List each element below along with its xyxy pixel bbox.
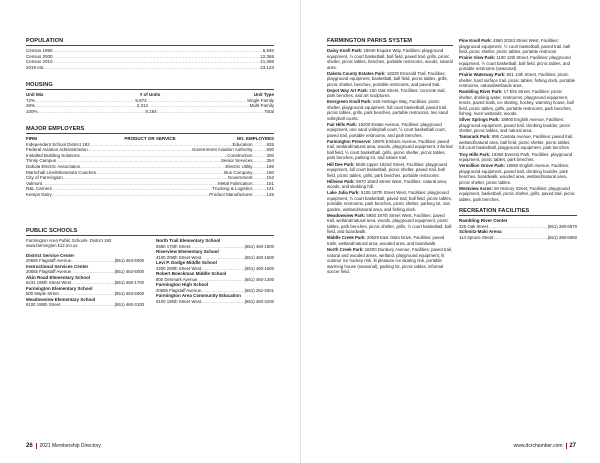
divider [26,89,274,90]
school-name: North Trail Elementary School [156,238,221,243]
park-description: 821 13th Street, Facilities: picnic shelter, hard surface trail, picnic tables, fishing dock, portable restrooms, natural/wetlands area. [459,72,576,89]
park-name: North Creek Park: [327,247,364,253]
school-name: District Service Center [26,252,75,258]
housing-mix: 28% [26,103,36,109]
schools-columns [26,238,274,308]
population-section [26,38,274,70]
leader-dots [201,299,245,304]
park-name: Hillview Park: [327,178,355,184]
employer-product: Electric Utility [225,163,253,169]
employer-count: 300 [266,152,274,158]
park-description: 626 Heritage Way, Facilities: picnic shelter, playground equipment, full court basketball, paved trail, picnic tables, grills, park benches, portable restrooms, two sand volleyball courts. [327,99,448,121]
park-entry [459,55,577,72]
park-entry [459,89,577,117]
population-label: Census 2010 [26,59,53,65]
employer-product: Bus Company [224,169,253,175]
recreation-entry [459,229,577,240]
divider [459,215,577,216]
employer-firm: Kemps Dairy [26,191,52,197]
park-name: Lake Julia Park: [327,190,360,196]
employers-header-product: PRODUCT OR SERVICE [124,136,176,141]
park-description: 18200 Dunbury Avenue, Facilities: paved trail, natural and wooded areas, wetland, playground equipment, lit outdoor ice hockey rink, lit pleasure ice skating rink, portable warming house (seasonal), parking lot, picnic tables, informal soccer field. [327,247,453,275]
employer-count: 151 [266,180,274,186]
park-entry [459,117,577,134]
park-description: 5105 187th Street West, Facilities: playground equipment, ½ court basketball, paved trail, ball field, picnic tables, portable restrooms, park benches, picnic shelter, parking lot, rain garden, wetland/natural area, and fishing dock. [327,190,452,212]
school-phone: (651) 460-1500 [244,265,274,271]
parks-list-1 [327,48,453,275]
leader-dots [52,192,209,198]
park-name: Middle Creek Park: [327,235,366,241]
school-entry [156,282,274,293]
park-description: 895 Cantata Avenue, Facilities: paved trail, wetland/natural area, ball field, picnic shelter, picnic tables, full court basketball, playground equipment, park benches. [459,134,574,151]
park-name: Prairie View Park: [459,55,496,61]
park-entry [459,72,577,89]
recreation-name: Schmitz-Maki Arena [459,229,502,235]
school-entry [26,264,144,275]
park-name: Daisy Knoll Park: [327,48,363,53]
employer-product: Government [227,175,253,181]
park-description: 20629 East Oaks Drive, Facilities: paved trails, wetland/natural area, wooded area, and boardwalk. [327,235,445,246]
park-description: 19975 Embers Avenue, Facilities: paved trail, wetland/natural area, woods, playground equipment, informal ball field, ½ court basketball, grills, picnic shelter, picnic tables, park benches, parking lot, and nature trail. [327,138,453,161]
school-entry [156,271,274,282]
park-entry [327,190,453,212]
recreation-name: Rambling River Center [459,218,508,224]
population-label: Census 1990 [26,48,53,53]
park-entry [459,152,577,163]
divider [327,45,453,46]
employers-header-count: NO. EMPLOYEES [236,136,275,141]
housing-row [26,109,274,115]
park-description: 18220 Emerald Trail, Facilities: playground equipment, basketball, ball field, picnic tables, grills, picnic shelter, benches, portable restrooms, and paved trail. [327,70,448,87]
school-phone: (651) 460-1800 [244,243,274,249]
population-label: Census 2000 [26,53,53,59]
recreation-address: 325 Oak Street [459,223,488,229]
employer-firm: Valmont [26,180,43,186]
school-address: 20655 Flagstaff Avenue [156,287,201,293]
parks-list-2 [459,38,577,202]
park-entry [327,122,453,139]
leader-dots [60,302,114,307]
employer-firm: Installed Building Solutions [26,152,80,158]
park-name: Fair Hills Park: [327,121,358,127]
employer-firm: Independent School District 192 [26,141,90,147]
parks-title: FARMINGTON PARKS SYSTEM [327,38,413,44]
employer-firm: Trinity Campus [26,158,57,164]
employer-count: 190 [266,169,274,175]
park-name: Tamarack Park: [459,134,491,140]
leader-dots [38,109,146,115]
divider [26,235,274,236]
school-phone: (651) 460-1400 [244,276,274,282]
housing-type: Multi-Family [249,103,274,109]
school-entry [26,286,144,297]
school-entry [26,253,144,264]
park-name: Vermillion Grove Park: [459,163,506,169]
employer-count: 125 [266,191,274,197]
park-entry [327,71,453,88]
schools-section [26,228,274,308]
employer-count: 500 [266,147,274,153]
school-address-line [156,299,274,304]
housing-mix: 72% [26,97,36,103]
housing-type: Total [264,108,274,114]
park-entry [327,48,453,70]
park-description: 5535 Upper 182nd Street, Facilities: playground equipment, full court basketball, picnic shelter, paved trail, ball field, picnic tables, grills, park benches, portable restrooms. [327,161,447,178]
right-page [300,0,600,463]
leader-dots [157,109,265,115]
park-description: 150 Oak Street, Facilities: concrete trail, park benches, and art sculptures. [327,87,446,99]
park-name: Prairie Waterway Park: [459,72,506,78]
school-address: 5231 195th Street West [26,280,72,286]
park-name: Westview Acres: [459,185,493,191]
footer-divider [566,443,567,449]
park-name: Pine Knoll Park: [459,38,492,43]
housing-units: 2,312 [136,103,149,109]
housing-mix: 100% [26,108,38,114]
school-entry [26,297,144,308]
park-description: 18640 Esquire Way, Facilities: playground equipment, ½ court basketball, ball field, paved trail, grills, picnic shelter, picnic tables, benches, portable restrooms, woods, natural area. [327,48,453,70]
school-address: 500 Maple Street [26,291,59,297]
school-address: 6100 195th Street [26,302,61,308]
school-entry [26,275,144,286]
park-name: Troy Hills Park: [459,151,491,157]
park-description: 19200 Estate Avenue, Facilities: playground equipment, one sand volleyball court, ½ court basketball court, paved trail, portable restrooms, and park benches. [327,121,446,138]
school-entry [156,238,274,249]
school-phone: (651) 460-3200 [244,298,274,304]
park-entry [459,163,577,185]
employer-count: 264 [266,158,274,164]
school-entry [156,293,274,304]
school-phone: (651) 252-2501 [244,287,274,293]
divider [26,45,274,46]
employer-product: Education [232,141,253,147]
school-phone: (651) 463-5000 [114,258,144,264]
school-address: 6100 195th Street West [156,298,202,304]
park-description: 17 Elm Street, Facilities: picnic shelter, drinking water, restrooms, playground equipment, tennis, paved trails, ice skating, hockey, warming house, ball field, picnic tables, grills, portable restrooms, park benches, fishing, river/ wetlands, woods. [459,89,574,117]
school-address: 4200 208th Street West [156,265,202,271]
schools-left-column [26,238,144,308]
parks-column-1 [327,38,453,275]
employer-product: Senior Services [220,158,253,164]
school-name: Akin Road Elementary School [26,274,91,280]
school-entry [156,260,274,271]
housing-header-units: # of Units [139,92,161,97]
park-entry [327,162,453,179]
employers-title: MAJOR EMPLOYERS [26,126,85,132]
right-footer [514,443,576,449]
employer-firm: Federal Aviation Administration [26,147,88,153]
park-description: 5950 197th Street West, Facilities: paved trail, wetland/natural area, woods, playground equipment, picnic tables, park benches, picnic shelter, grills, ½ court basketball, ball field, and boardwalk. [327,212,452,235]
park-entry [327,139,453,161]
school-phone: (651) 460-1600 [244,254,274,260]
park-name: Hill Dee Park: [327,161,355,167]
parks-column-2 [459,38,577,240]
schools-title: PUBLIC SCHOOLS [26,228,78,234]
school-name: Meadowview Elementary School [26,296,96,302]
school-name: Farmington Area Community Education [156,293,241,298]
park-name: Silver Springs Park: [459,117,500,123]
population-list [26,48,274,70]
school-phone: (651) 463-5000 [114,291,144,297]
school-name: Riverview Elementary School [156,249,219,254]
park-entry [327,235,453,246]
employers-section [26,126,274,198]
employer-product: Trucking & Logistics [212,186,253,192]
population-label: 2019 est. [26,64,45,70]
left-footer [26,443,101,449]
park-name: Evergreen Knoll Park: [327,99,372,105]
divider [26,133,274,134]
leader-dots [252,192,266,198]
park-description: 1100 12th Street, Facilities: playground equipment, ½ court basketball, ball field, picnic tables, and portable restrooms (seasonal). [459,55,571,72]
employer-count: 141 [266,186,274,192]
housing-units: 5,872 [135,97,147,103]
employer-count: 196 [266,163,274,169]
school-name: Instructional Services Center [26,263,89,269]
school-address: 4100 208th Street West [156,254,202,260]
park-description: 19360 Everest Path, Facilities: playground equipment, picnic tables, park benches. [459,151,572,163]
park-name: Dakota County Estates Park: [327,70,386,76]
housing-type: Single Family [246,97,274,103]
school-address: 20655 Flagstaff Avenue [26,258,71,264]
population-row [26,65,274,71]
housing-units: 8,184 [145,108,157,114]
school-name: Levi P. Dodge Middle School [156,260,217,265]
recreation-address: 114 Spruce Street [459,234,494,240]
schools-intro-district: Farmington Area Public Schools- District 192 [26,238,112,243]
population-value: 12,365 [260,53,274,59]
employer-product: Product Manufacturer [209,191,253,197]
recreation-section [459,208,577,240]
employers-list [26,142,274,198]
housing-section [26,82,274,114]
employer-product: Metal Fabrication [217,180,253,186]
employer-count: 925 [266,141,274,147]
housing-list [26,98,274,115]
employer-firm: Marschall Line/Minnesota Coaches [26,169,97,175]
park-name: Rambling River Park: [459,89,503,95]
park-entry [327,179,453,190]
park-name: Meadowview Park: [327,212,366,218]
population-title: POPULATION [26,38,64,44]
park-entry [327,99,453,121]
population-value: 5,940 [262,48,274,53]
leader-dots [493,235,547,240]
housing-header-type: Unit Type [253,92,275,97]
employer-firm: City of Farmington [26,175,63,181]
schools-intro-website[interactable]: www.farmington.k12.mn.us [26,243,78,249]
employer-firm: Dakota Electric Association [26,163,81,169]
park-entry [459,38,577,55]
employer-firm: R&L Carriers [26,186,52,192]
school-entry [156,249,274,260]
school-address-line [26,302,144,307]
housing-header-mix: Unit Mix [26,92,44,97]
recreation-list [459,218,577,240]
park-name: Depot Way Art Park: [327,87,369,93]
leader-dots [45,65,261,71]
park-description: 18900 English Avenue, Facilities: playground equipment, paved trail, climbing boulder, picnic shelter, picnic tables, and natural area. [459,117,571,134]
park-entry [327,213,453,235]
school-address: 20655 Flagstaff Avenue [26,269,71,275]
schools-left-list [26,253,144,308]
employers-header-firm: FIRM [26,136,37,141]
housing-title: HOUSING [26,82,53,88]
employer-product: Construction [227,152,253,158]
recreation-entry [459,218,577,229]
population-value: 23,123 [260,64,274,70]
park-entry [459,134,577,151]
park-description: 19850 English Avenue, Facilities: playground equipment, paved trail, climbing boulder, park benches, boardwalk, wooded area, wetland/natural area, picnic shelter, picnic tables. [459,163,570,185]
school-phone: (651) 460-1700 [114,280,144,286]
schools-right-list [156,238,274,308]
park-name: Farmington Preserve: [327,138,372,144]
recreation-title: RECREATION FACILITIES [459,208,530,215]
school-phone: (651) 460-3100 [114,302,144,308]
school-name: Farmington High School [156,282,209,287]
population-value: 21,086 [260,59,274,65]
park-entry [327,247,453,275]
park-entry [327,88,453,99]
school-name: Robert Boeckman Middle School [156,271,227,276]
employer-product: Government Aviation Authority [192,147,253,153]
school-phone: (651) 463-5000 [114,269,144,275]
right-page-number: 27 [569,443,576,449]
employer-count: 152 [266,175,274,181]
park-entry [459,186,577,203]
footer-divider [36,443,37,449]
recreation-phone: (651) 280-6960 [547,234,577,240]
right-footer-text[interactable]: www.dcrchamber.com [513,443,563,449]
school-address: 800 Denmark Avenue [156,276,198,282]
park-description: 50 Hickory Street, Facilities: playground equipment, basketball, picnic shelter, grills, paved trail, picnic tables, park benches. [459,185,575,202]
school-name: Farmington Elementary School [26,285,93,291]
left-footer-text: 2021 Membership Directory [39,443,101,449]
park-description: 4960 203rd Street West, Facilities: playground equipment, ½ court basketball, paved trail, ball field, picnic shelter, picnic tables, portable restroom. [459,38,571,54]
park-description: 5970 183rd Street West, Facilities: natural area, woods, and sledding hill. [327,178,448,190]
school-address: 5580 170th Street [156,243,191,249]
left-page-number: 26 [26,443,33,449]
employer-row [26,192,274,198]
recreation-phone: (651) 280-6970 [547,223,577,229]
recreation-address-line [459,235,577,240]
